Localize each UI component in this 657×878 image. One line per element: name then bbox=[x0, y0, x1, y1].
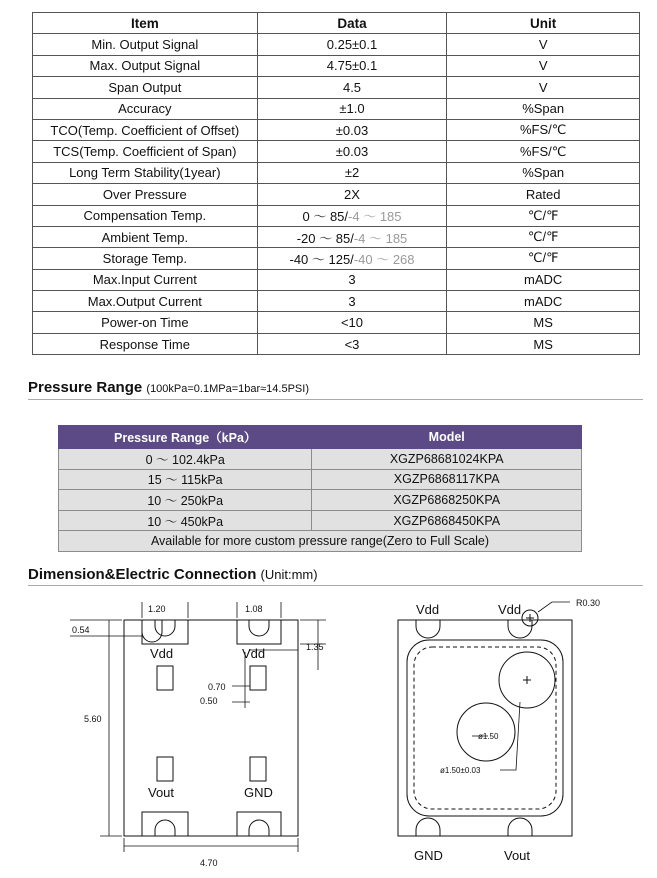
pressure-range-table bbox=[58, 425, 582, 552]
spec-row bbox=[33, 34, 640, 55]
dimension-unit: (Unit:mm) bbox=[260, 567, 318, 582]
spec-row bbox=[33, 119, 640, 140]
spec-data-value: 0.25±0.1 bbox=[326, 37, 378, 53]
spec-data-value: -40 ～ 125/ bbox=[289, 251, 354, 267]
spec-row bbox=[33, 162, 640, 183]
label-height: 5.60 bbox=[84, 714, 102, 724]
package-outline-right bbox=[398, 620, 572, 836]
label-top-gap: 0.54 bbox=[72, 625, 90, 635]
label-pad-h: 1.35 bbox=[306, 642, 324, 652]
spec-row bbox=[33, 55, 640, 76]
spec-row bbox=[33, 141, 640, 162]
spec-data bbox=[257, 205, 447, 226]
range-row bbox=[59, 510, 582, 531]
spec-unit: V bbox=[447, 34, 640, 55]
spec-data bbox=[257, 162, 447, 183]
spec-data-value: ±1.0 bbox=[339, 101, 365, 117]
pin-vdd-right1: Vdd bbox=[416, 602, 440, 617]
spec-unit: mADC bbox=[447, 269, 640, 290]
pad-notch-tl bbox=[155, 620, 175, 636]
spec-table bbox=[32, 12, 640, 355]
spec-data-value: -20 ～ 85/ bbox=[296, 230, 354, 246]
model-value: XGZP6868117KPA bbox=[312, 469, 582, 490]
header-unit: Unit bbox=[447, 13, 640, 34]
dimension-title-text: Dimension&Electric Connection bbox=[28, 566, 257, 583]
model-value: XGZP6868250KPA bbox=[312, 490, 582, 511]
notch-r-tl bbox=[416, 620, 440, 638]
pad-outline-tl bbox=[142, 620, 188, 644]
spec-unit: %FS/℃ bbox=[447, 141, 640, 162]
spec-data-value: 4.75±0.1 bbox=[326, 58, 378, 74]
spec-item: Max. Output Signal bbox=[33, 55, 258, 76]
spec-data-fahrenheit: -40 ～ 268 bbox=[353, 251, 415, 267]
pad-top-left bbox=[142, 620, 162, 642]
label-r030: R0.30 bbox=[576, 598, 601, 608]
spec-header-row bbox=[33, 13, 640, 34]
pad-notch-br bbox=[249, 820, 269, 836]
spec-row bbox=[33, 205, 640, 226]
spec-data-fahrenheit: -4 ～ 185 bbox=[348, 209, 402, 225]
range-footer-row bbox=[59, 531, 582, 552]
spec-item: Span Output bbox=[33, 77, 258, 98]
spec-item: Max.Output Current bbox=[33, 291, 258, 312]
spec-data bbox=[257, 312, 447, 333]
pin-mark bbox=[157, 666, 173, 690]
spec-unit: %FS/℃ bbox=[447, 119, 640, 140]
pin-mark bbox=[157, 757, 173, 781]
notch-r-br bbox=[508, 818, 532, 836]
spec-item: Compensation Temp. bbox=[33, 205, 258, 226]
label-d070: 0.70 bbox=[208, 682, 226, 692]
label-dia2: ø1.50±0.03 bbox=[440, 766, 481, 775]
spec-unit: MS bbox=[447, 333, 640, 354]
lid-outline bbox=[407, 640, 563, 816]
spec-data bbox=[257, 184, 447, 205]
spec-data bbox=[257, 119, 447, 140]
notch-r-bl bbox=[416, 818, 440, 836]
spec-row bbox=[33, 226, 640, 247]
header-item: Item bbox=[33, 13, 258, 34]
pad-outline-br bbox=[237, 812, 281, 836]
range-row bbox=[59, 469, 582, 490]
spec-unit: ℃/℉ bbox=[447, 248, 640, 269]
header-range: Pressure Range（kPa） bbox=[59, 426, 312, 449]
pad-outline-bl bbox=[142, 812, 188, 836]
spec-unit: V bbox=[447, 77, 640, 98]
pressure-title-text: Pressure Range bbox=[28, 379, 143, 396]
pressure-note: (100kPa=0.1MPa=1bar≈14.5PSI) bbox=[146, 383, 309, 395]
range-row bbox=[59, 449, 582, 470]
spec-item: TCO(Temp. Coefficient of Offset) bbox=[33, 119, 258, 140]
spec-item: Accuracy bbox=[33, 98, 258, 119]
spec-data bbox=[257, 55, 447, 76]
spec-item: Max.Input Current bbox=[33, 269, 258, 290]
pin-mark bbox=[250, 757, 266, 781]
spec-data bbox=[257, 98, 447, 119]
label-width: 4.70 bbox=[200, 858, 218, 868]
spec-data bbox=[257, 226, 447, 247]
pin-vout-right: Vout bbox=[504, 848, 531, 863]
pin-gnd-left: GND bbox=[244, 785, 273, 800]
spec-data-value: <3 bbox=[344, 336, 360, 352]
spec-item: Over Pressure bbox=[33, 184, 258, 205]
header-model: Model bbox=[312, 426, 582, 449]
range-value: 10 ～ 250kPa bbox=[59, 490, 312, 511]
spec-unit: %Span bbox=[447, 98, 640, 119]
header-data: Data bbox=[257, 13, 447, 34]
spec-data-value: 0 ～ 85/ bbox=[302, 209, 349, 225]
spec-row bbox=[33, 333, 640, 354]
lid-inner-dashed bbox=[414, 647, 556, 809]
spec-data-value: ±2 bbox=[344, 165, 360, 181]
label-dia1: ø1.50 bbox=[478, 732, 499, 741]
spec-unit: MS bbox=[447, 312, 640, 333]
spec-data bbox=[257, 248, 447, 269]
spec-data bbox=[257, 77, 447, 98]
divider bbox=[28, 585, 643, 586]
spec-data-value: <10 bbox=[340, 315, 364, 331]
spec-item: Storage Temp. bbox=[33, 248, 258, 269]
pin-gnd-right: GND bbox=[414, 848, 443, 863]
range-row bbox=[59, 490, 582, 511]
spec-unit: %Span bbox=[447, 162, 640, 183]
spec-item: Min. Output Signal bbox=[33, 34, 258, 55]
spec-item: Ambient Temp. bbox=[33, 226, 258, 247]
pressure-range-title bbox=[28, 379, 309, 396]
model-value: XGZP68681024KPA bbox=[312, 449, 582, 470]
range-footer: Available for more custom pressure range(Zero to Full Scale) bbox=[59, 531, 582, 552]
spec-item: TCS(Temp. Coefficient of Span) bbox=[33, 141, 258, 162]
spec-unit: Rated bbox=[447, 184, 640, 205]
divider bbox=[28, 399, 643, 400]
label-w-pad2: 1.08 bbox=[245, 604, 263, 614]
spec-unit: mADC bbox=[447, 291, 640, 312]
spec-row bbox=[33, 291, 640, 312]
spec-data-value: 3 bbox=[348, 293, 356, 309]
spec-data bbox=[257, 269, 447, 290]
dimension-title bbox=[28, 566, 318, 583]
pin-vdd-left2: Vdd bbox=[242, 646, 266, 661]
pin-vout-left: Vout bbox=[148, 785, 175, 800]
pin-vdd-left1: Vdd bbox=[150, 646, 174, 661]
spec-data-fahrenheit: -4 ～ 185 bbox=[353, 230, 408, 246]
spec-data-value: 2X bbox=[344, 186, 360, 202]
spec-item: Power-on Time bbox=[33, 312, 258, 333]
label-w-pad: 1.20 bbox=[148, 604, 166, 614]
spec-row bbox=[33, 184, 640, 205]
range-header-row bbox=[59, 426, 582, 449]
pad-notch-tr bbox=[249, 620, 269, 636]
spec-row bbox=[33, 269, 640, 290]
spec-item: Response Time bbox=[33, 333, 258, 354]
spec-data-value: 4.5 bbox=[342, 79, 362, 95]
model-value: XGZP6868450KPA bbox=[312, 510, 582, 531]
notch-r-tr bbox=[508, 620, 532, 638]
spec-row bbox=[33, 98, 640, 119]
spec-item: Long Term Stability(1year) bbox=[33, 162, 258, 183]
spec-data-value: 3 bbox=[348, 272, 356, 288]
pad-notch-bl bbox=[155, 820, 175, 836]
spec-unit: V bbox=[447, 55, 640, 76]
spec-data bbox=[257, 291, 447, 312]
range-value: 15 ～ 115kPa bbox=[59, 469, 312, 490]
spec-data-value: ±0.03 bbox=[335, 144, 369, 160]
pad-outline-tr bbox=[237, 620, 281, 644]
pin-vdd-right2: Vdd bbox=[498, 602, 522, 617]
spec-data bbox=[257, 34, 447, 55]
spec-row bbox=[33, 77, 640, 98]
spec-data bbox=[257, 333, 447, 354]
spec-data bbox=[257, 141, 447, 162]
range-value: 0 ～ 102.4kPa bbox=[59, 449, 312, 470]
dimension-drawing bbox=[0, 590, 657, 878]
range-value: 10 ～ 450kPa bbox=[59, 510, 312, 531]
label-d050: 0.50 bbox=[200, 696, 218, 706]
spec-unit: ℃/℉ bbox=[447, 205, 640, 226]
spec-unit: ℃/℉ bbox=[447, 226, 640, 247]
spec-row bbox=[33, 312, 640, 333]
pin-mark bbox=[250, 666, 266, 690]
spec-data-value: ±0.03 bbox=[335, 122, 369, 138]
spec-row bbox=[33, 248, 640, 269]
